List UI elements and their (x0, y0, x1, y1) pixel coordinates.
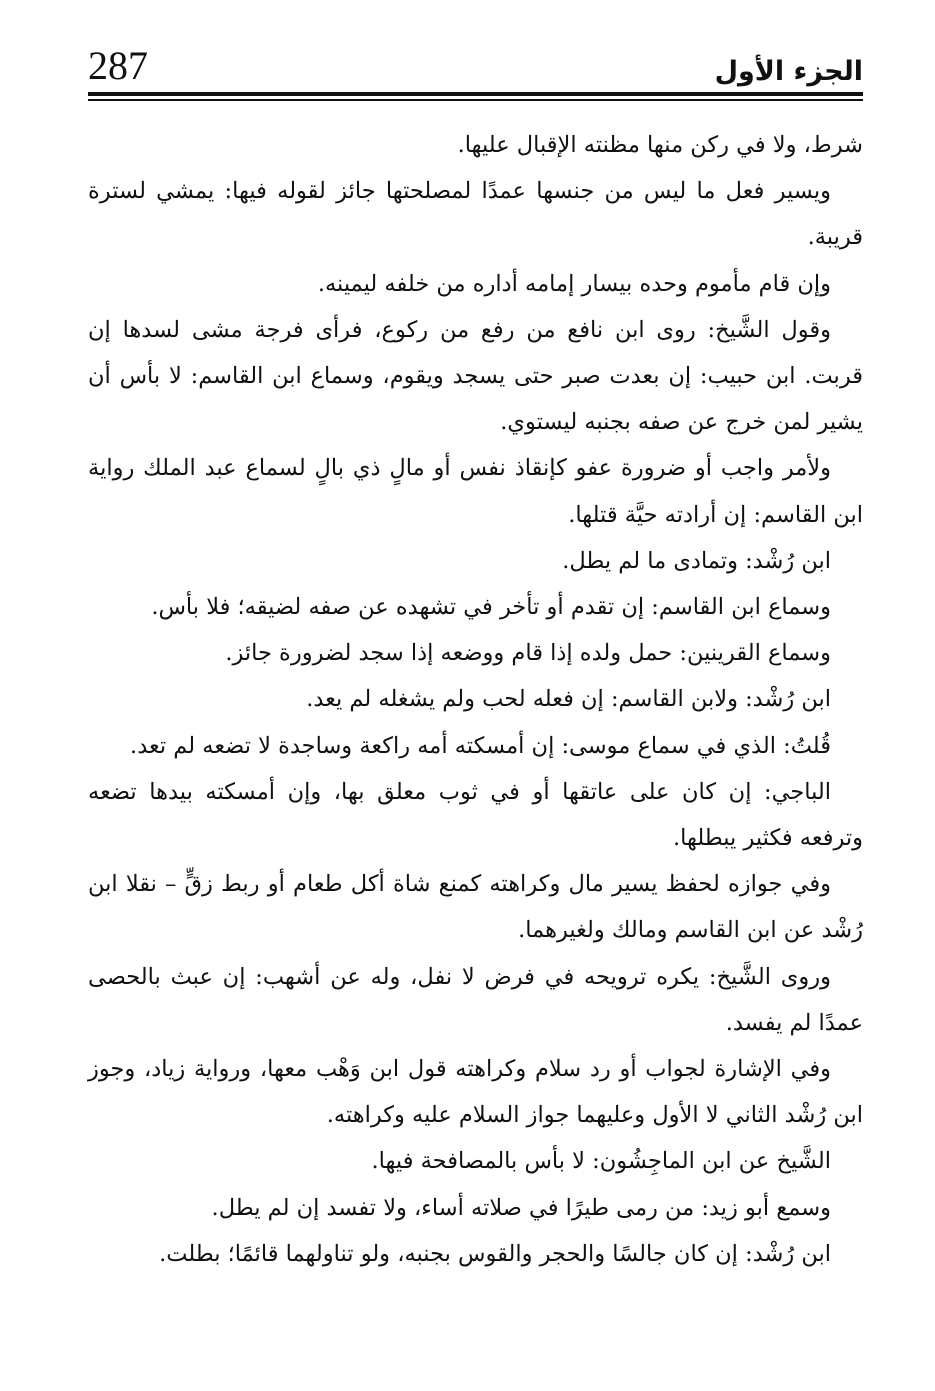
paragraph: ابن رُشْد: إن كان جالسًا والحجر والقوس بجنبه، ولو تناولهما قائمًا؛ بطلت. (159, 1240, 831, 1267)
paragraph: الباجي: إن كان على عاتقها أو في ثوب معلق بها، وإن أمسكته بيدها تضعه وترفعه فكثير يبطلها. (88, 778, 863, 852)
running-title: الجزء الأول (714, 56, 863, 87)
paragraph: شرط، ولا في ركن منها مظنته الإقبال عليها. (457, 132, 863, 158)
paragraph: وسماع ابن القاسم: إن تقدم أو تأخر في تشهده عن صفه لضيقه؛ فلا بأس. (151, 594, 831, 621)
paragraph: وسماع القرينين: حمل ولده إذا قام ووضعه إذا سجد لضرورة جائز. (225, 640, 831, 667)
paragraph: وروى الشَّيخ: يكره ترويحه في فرض لا نفل، وله عن أشهب: إن عبث بالحصى عمدًا لم يفسد. (88, 963, 863, 1036)
paragraph: الشَّيخ عن ابن الماجِشُون: لا بأس بالمصافحة فيها. (371, 1148, 831, 1175)
paragraph: وسمع أبو زيد: من رمى طيرًا في صلاته أساء، ولا تفسد إن لم يطل. (211, 1194, 831, 1221)
header-rule-thin (88, 99, 863, 101)
header-rule-thick (88, 92, 863, 96)
paragraph: وفي الإشارة لجواب أو رد سلام وكراهته قول ابن وَهْب معها، ورواية زياد، وجوز ابن رُشْد الثاني لا الأول وعليهما جواز السلام عليه وكراهته. (88, 1056, 863, 1129)
paragraph: ابن رُشْد: ولابن القاسم: إن فعله لحب ولم يشغله لم يعد. (306, 686, 831, 713)
paragraph: وإن قام مأموم وحده بيسار إمامه أداره من خلفه ليمينه. (317, 270, 831, 297)
page-number: 287 (88, 43, 148, 88)
paragraph: ولأمر واجب أو ضرورة عفو كإنقاذ نفس أو مالٍ ذي بالٍ لسماع عبد الملك رواية ابن القاسم: إن أرادته حيَّة قتلها. (88, 455, 863, 528)
page-body (88, 122, 863, 1277)
paragraph: ابن رُشْد: وتمادى ما لم يطل. (562, 547, 831, 574)
paragraph: وقول الشَّيخ: روى ابن نافع من رفع من ركوع، فرأى فرجة مشى لسدها إن قربت. ابن حبيب: إن بعدت صبر حتى يسجد ويقوم، وسماع ابن القاسم: لا بأس أن يشير لمن خرج عن صفه بجنبه ليستوي. (88, 316, 863, 436)
page-header (88, 40, 863, 100)
paragraph: ويسير فعل ما ليس من جنسها عمدًا لمصلحتها جائز لقوله فيها: يمشي لسترة قريبة. (88, 178, 863, 251)
paragraph: قُلتُ: الذي في سماع موسى: إن أمسكته أمه راكعة وساجدة لا تضعه لم تعد. (130, 732, 831, 759)
paragraph: وفي جوازه لحفظ يسير مال وكراهته كمنع شاة أكل طعام أو ربط زقٍّ – نقلا ابن رُشْد عن ابن القاسم ومالك ولغيرهما. (88, 871, 863, 944)
